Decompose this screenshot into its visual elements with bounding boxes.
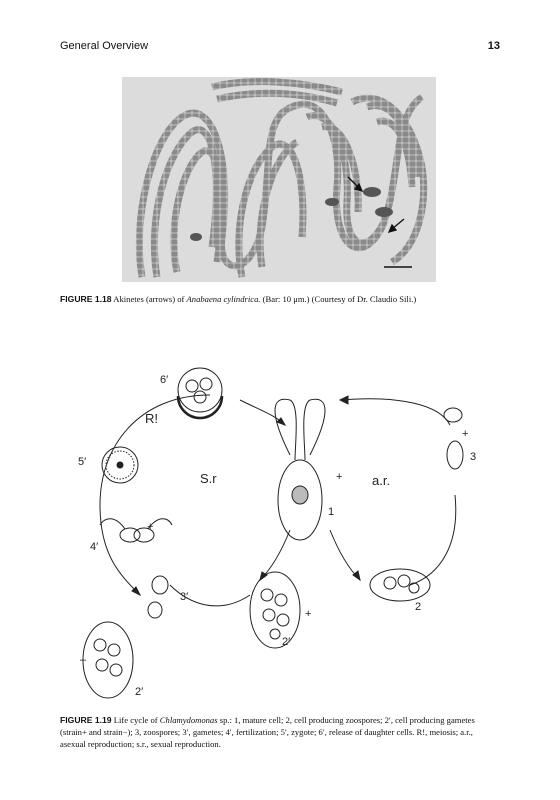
label-2-prime: 2′ bbox=[282, 636, 291, 648]
figure-1-19-caption bbox=[60, 714, 500, 750]
gamete-producing-cell bbox=[250, 572, 300, 648]
page-number: 13 bbox=[487, 40, 500, 52]
figure-1-19-life-cycle-diagram bbox=[60, 355, 500, 705]
figure-1-19-caption-text: Life cycle of bbox=[111, 715, 160, 725]
label-asexual-reproduction: a.r. bbox=[372, 473, 391, 488]
label-2-prime-lower: 2′ bbox=[135, 686, 144, 698]
label-3-prime: 3′ bbox=[180, 591, 189, 603]
figure-1-19-caption-details: sp.: 1, mature cell; 2, cell producing zoospores; 2′, cell producing gametes (strain+ and strain−); 3, zoospores; 3′, gametes; 4′, fertilization; 5′, zygote; 6′, release of daughter cells. R!, meiosis; a.r., asexual reproduction; s.r., sexual reproduction. bbox=[60, 715, 475, 749]
gametes bbox=[148, 576, 168, 618]
label-plus-fertilization: + bbox=[147, 521, 154, 533]
figure-1-19-caption-genus: Chlamydomonas bbox=[159, 715, 218, 725]
figure-1-19-label: FIGURE 1.19 bbox=[60, 715, 112, 725]
figure-1-18-caption-species: Anabaena cylindrica. bbox=[186, 294, 261, 304]
label-5-prime: 5′ bbox=[78, 456, 87, 468]
zoospore-producing-cell bbox=[370, 569, 430, 601]
figure-1-18-label: FIGURE 1.18 bbox=[60, 294, 112, 304]
figure-1-18-caption-text: Akinetes (arrows) of bbox=[111, 294, 187, 304]
figure-1-18-caption-credit: (Bar: 10 μm.) (Courtesy of Dr. Claudio Sili.) bbox=[260, 294, 417, 304]
label-minus-gamete: – bbox=[80, 654, 87, 666]
label-3: 3 bbox=[470, 451, 477, 463]
label-plus-zoospore: + bbox=[462, 428, 469, 440]
label-6-prime: 6′ bbox=[160, 374, 169, 386]
label-2: 2 bbox=[415, 601, 422, 613]
anabaena-micrograph-image bbox=[122, 77, 436, 282]
label-4-prime: 4′ bbox=[90, 541, 99, 553]
asexual-cycle-arc bbox=[340, 399, 450, 425]
zygote bbox=[102, 447, 138, 483]
gamete-producing-cell-minus bbox=[83, 622, 133, 698]
daughter-cell-release bbox=[178, 368, 222, 418]
running-head bbox=[60, 40, 500, 56]
label-plus-gamete: + bbox=[305, 608, 312, 620]
label-meiosis: R! bbox=[145, 411, 158, 426]
fertilization bbox=[100, 519, 172, 542]
zoospores bbox=[444, 408, 463, 469]
figure-1-18-caption bbox=[60, 293, 500, 305]
running-title: General Overview bbox=[60, 40, 149, 52]
figure-1-18-micrograph bbox=[122, 77, 436, 282]
label-plus-mature: + bbox=[336, 471, 343, 483]
label-1: 1 bbox=[328, 506, 335, 518]
label-sexual-reproduction: S.r bbox=[200, 471, 217, 486]
